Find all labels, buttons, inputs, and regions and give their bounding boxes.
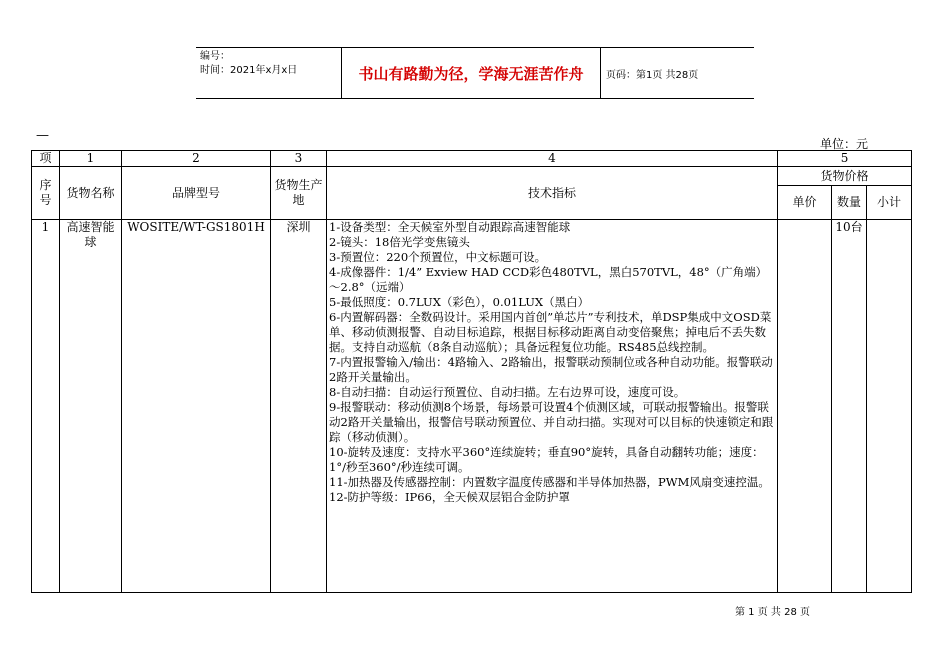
spec-line: 5-最低照度：0.7LUX（彩色），0.01LUX（黑白） xyxy=(329,295,590,309)
spec-line: 10-旋转及速度：支持水平360°连续旋转；垂直90°旋转，具备自动翻转功能；速度：1°/秒至360°/秒连续可调。 xyxy=(329,445,764,474)
spec-line: 6-内置解码器：全数码设计。采用国内首创”单芯片”专利技术，单DSP集成中文OSD菜单、移动侦测报警、自动目标追踪，根据目标移动距离自动变倍聚焦；掉电后不丢失数据。支持自动巡航（8条自动巡航）；具备远程复位功能。RS485总线控制。 xyxy=(329,310,772,354)
spec-line: 2-镜头：18倍光学变焦镜头 xyxy=(329,235,470,249)
header-seq: 序号 xyxy=(32,167,60,220)
index-row xyxy=(32,151,912,167)
spec-line: 8-自动扫描：自动运行预置位、自动扫描。左右边界可设，速度可设。 xyxy=(329,385,686,399)
header-meta xyxy=(200,50,340,96)
index-cell-1: 1 xyxy=(60,151,122,167)
row-qty: 10台 xyxy=(832,220,867,593)
header-subtotal: 小计 xyxy=(867,186,912,220)
spec-line: 3-预置位：220个预置位，中文标题可设。 xyxy=(329,250,547,264)
row-name: 高速智能球 xyxy=(60,220,122,593)
table-row xyxy=(32,220,912,593)
header-unit-price: 单价 xyxy=(778,186,832,220)
page-footer: 第 1 页 共 28 页 xyxy=(735,607,810,618)
header-spec: 技术指标 xyxy=(327,167,778,220)
spec-line: 1-设备类型：全天候室外型自动跟踪高速智能球 xyxy=(329,220,571,234)
index-cell-item: 项 xyxy=(32,151,60,167)
header-model: 品牌型号 xyxy=(122,167,271,220)
spec-line: 4-成像器件：1/4” Exview HAD CCD彩色480TVL，黑白570TVL，48°（广角端）～2.8°（远端） xyxy=(329,265,768,294)
index-cell-2: 2 xyxy=(122,151,271,167)
header-motto: 书山有路勤为径，学海无涯苦作舟 xyxy=(341,48,601,98)
dash-mark: — xyxy=(36,128,49,143)
spec-line: 12-防护等级：IP66，全天候双层铝合金防护罩 xyxy=(329,490,570,504)
header-page-label: 页码：第1页 共28页 xyxy=(606,69,699,81)
time-label: 时间：2021年x月x日 xyxy=(200,65,298,76)
spec-line: 11-加热器及传感器控制：内置数字温度传感器和半导体加热器，PWM风扇变速控温。 xyxy=(329,475,770,489)
row-seq: 1 xyxy=(32,220,60,593)
row-unit-price xyxy=(778,220,832,593)
goods-table xyxy=(31,150,912,593)
index-cell-5: 5 xyxy=(778,151,912,167)
header-row-1 xyxy=(32,167,912,186)
spec-line: 7-内置报警输入/输出：4路输入、2路输出，报警联动预制位或各种自动功能。报警联动2路开关量输出。 xyxy=(329,355,773,384)
spec-line: 9-报警联动：移动侦测8个场景，每场景可设置4个侦测区域，可联动报警输出。报警联动2路开关量输出，报警信号联动预置位、并自动扫描。实现对可以目标的快速锁定和跟踪（移动侦测）。 xyxy=(329,400,774,444)
header-qty: 数量 xyxy=(832,186,867,220)
index-cell-4: 4 xyxy=(327,151,778,167)
index-cell-3: 3 xyxy=(271,151,327,167)
page-header xyxy=(196,47,754,99)
header-price-group: 货物价格 xyxy=(778,167,912,186)
row-model: WOSITE/WT-GS1801H xyxy=(122,220,271,593)
header-origin: 货物生产地 xyxy=(271,167,327,220)
row-origin: 深圳 xyxy=(271,220,327,593)
number-label: 编号： xyxy=(200,51,230,62)
row-spec xyxy=(327,220,778,593)
unit-label: 单位：元 xyxy=(820,137,869,151)
row-subtotal xyxy=(867,220,912,593)
header-name: 货物名称 xyxy=(60,167,122,220)
